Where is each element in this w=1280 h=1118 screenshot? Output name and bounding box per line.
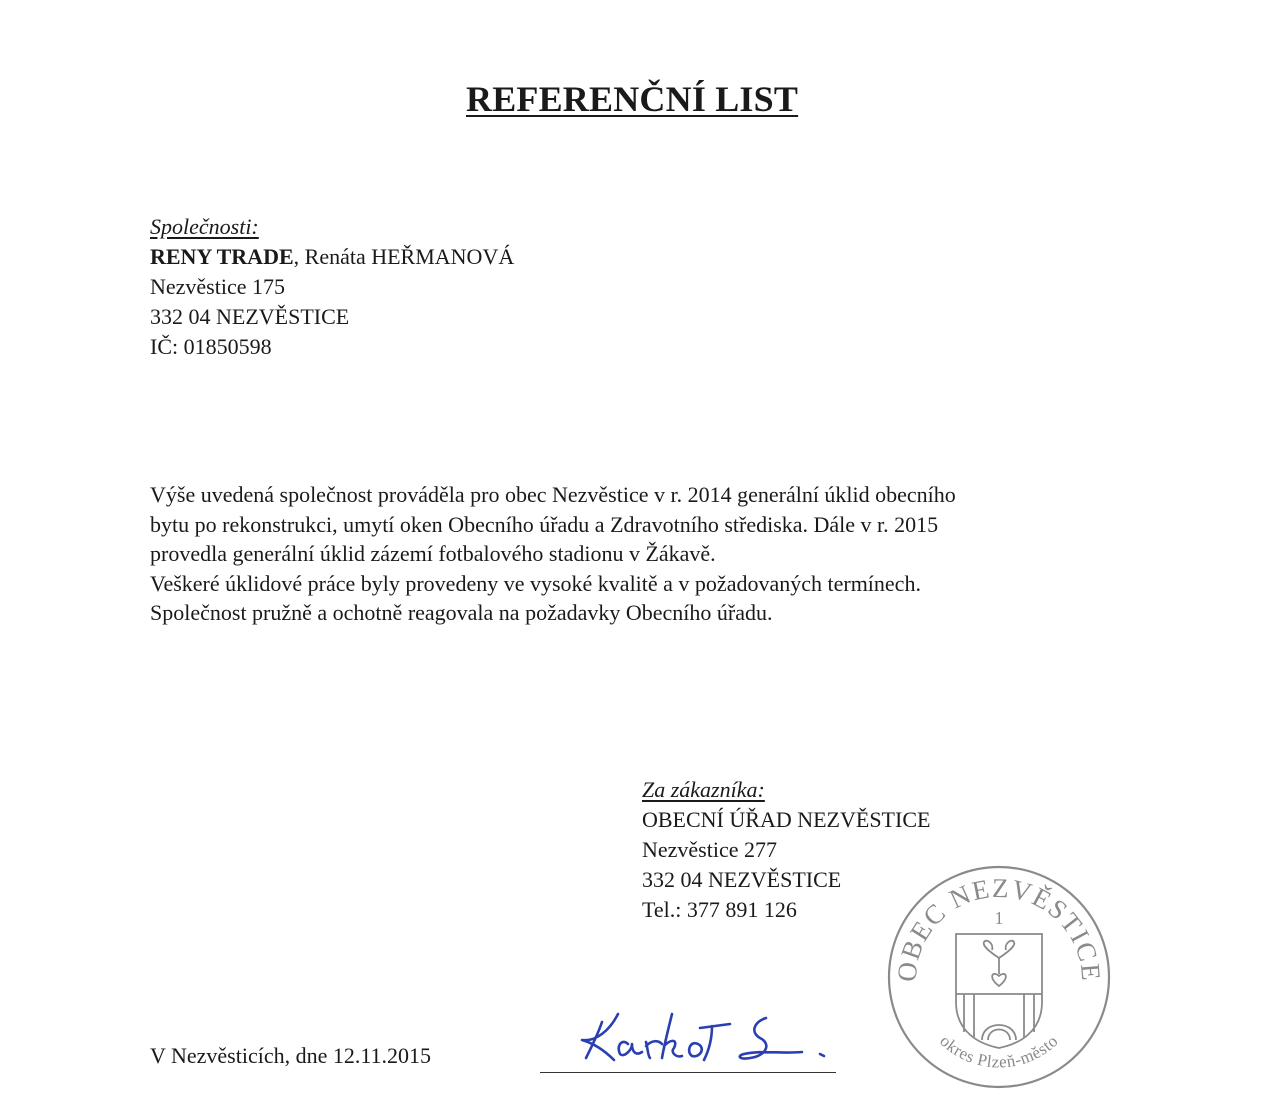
stamp-bottom-text: okres Plzeň-město: [936, 1031, 1062, 1072]
coat-of-arms-icon: [956, 934, 1042, 1048]
company-name-bold: RENY TRADE: [150, 244, 294, 269]
document-title: REFERENČNÍ LIST: [466, 79, 799, 119]
body-line: Výše uvedená společnost prováděla pro obec Nezvěstice v r. 2014 generální úklid obecního: [150, 482, 956, 507]
company-heading: Společnosti:: [150, 214, 259, 239]
municipal-stamp: [884, 862, 1114, 1092]
company-city: 332 04 NEZVĚSTICE: [150, 304, 350, 329]
customer-name: OBECNÍ ÚŘAD NEZVĚSTICE: [642, 807, 931, 832]
company-block: [150, 212, 514, 362]
company-street: Nezvěstice 175: [150, 274, 285, 299]
company-owner: , Renáta HEŘMANOVÁ: [293, 244, 515, 269]
body-line: Veškeré úklidové práce byly provedeny ve vysoké kvalitě a v požadovaných termínech.: [150, 570, 921, 596]
company-ico: IČ: 01850598: [150, 334, 272, 359]
body-line: Společnost pružně a ochotně reagovala na požadavky Obecního úřadu.: [150, 600, 773, 625]
body-line: provedla generální úklid zázemí fotbalového stadionu v Žákavě.: [150, 541, 716, 566]
customer-street: Nezvěstice 277: [642, 837, 777, 862]
company-name-line: [150, 242, 514, 272]
body-line: bytu po rekonstrukci, umytí oken Obecního úřadu a Zdravotního střediska. Dále v r. 2015: [150, 511, 939, 537]
stamp-top-text: OBEC NEZVĚSTICE: [891, 872, 1107, 983]
customer-phone: Tel.: 377 891 126: [642, 897, 797, 922]
signature-line: [540, 1072, 836, 1073]
signature-icon: [540, 1000, 840, 1080]
place-date: V Nezvěsticích, dne 12.11.2015: [150, 1043, 432, 1068]
stamp-numeral: 1: [994, 908, 1004, 928]
body-text: [150, 480, 956, 628]
customer-city: 332 04 NEZVĚSTICE: [642, 867, 842, 892]
svg-text:okres Plzeň-město: [936, 1031, 1062, 1071]
customer-heading: Za zákazníka:: [642, 777, 765, 802]
